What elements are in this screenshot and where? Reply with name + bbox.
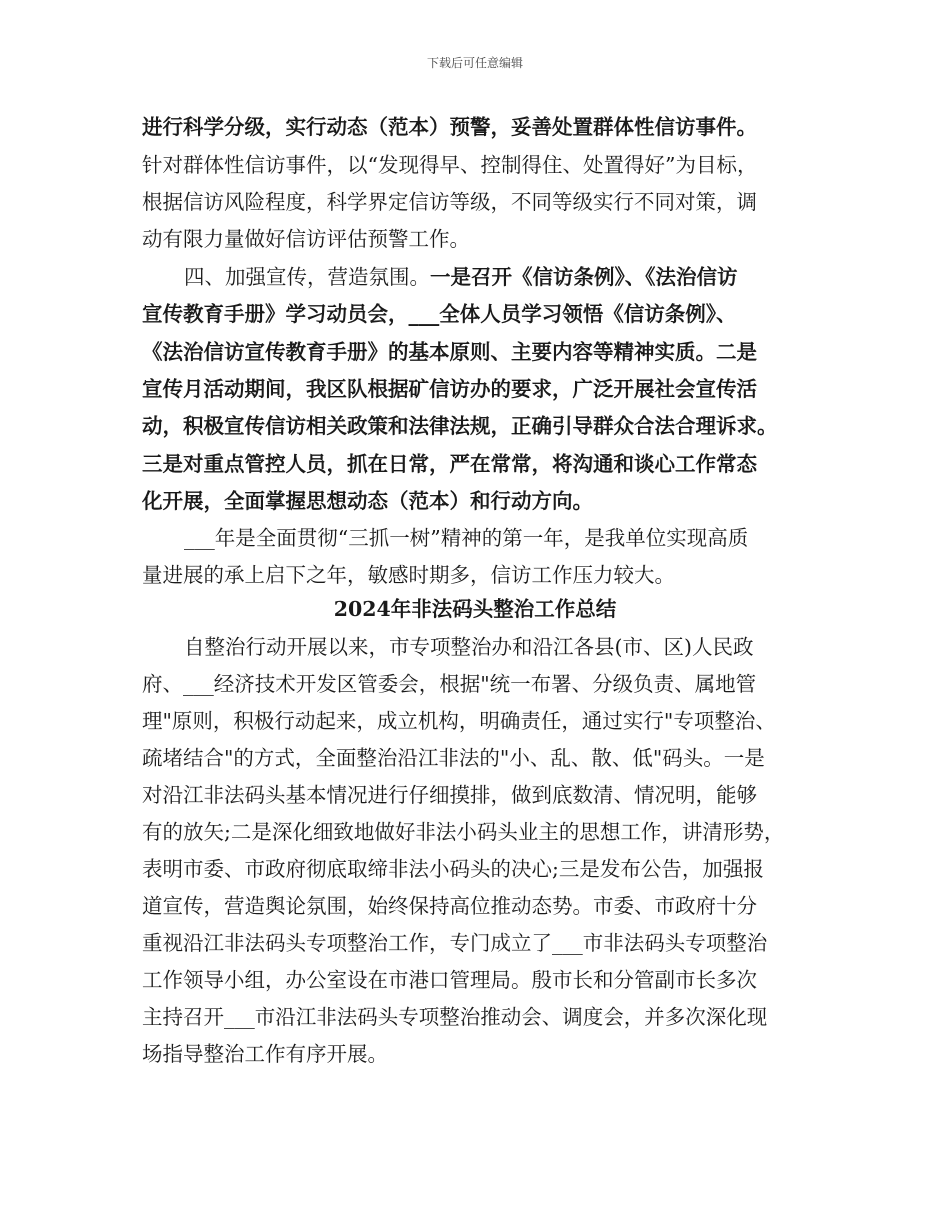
- document-title: 2024年非法码头整治工作总结: [333, 597, 617, 621]
- paragraph-line: 工作领导小组，办公室设在市港口管理局。殷市长和分管副市长多次: [142, 968, 757, 992]
- paragraph-line: 根据信访风险程度，科学界定信访等级，不同等级实行不同对策，调: [142, 190, 757, 214]
- paragraph-line: 三是对重点管控人员，抓在日常，严在常常，将沟通和谈心工作常态: [142, 452, 757, 476]
- paragraph-line: 化开展，全面掌握思想动态（范本）和行动方向。: [142, 489, 593, 513]
- paragraph-line: 针对群体性信访事件，以“发现得早、控制得住、处置得好”为目标，: [142, 153, 758, 177]
- paragraph-line: 宣传教育手册》学习动员会，___全体人员学习领悟《信访条例》、: [142, 302, 737, 326]
- paragraph-line: 进行科学分级，实行动态（范本）预警，妥善处置群体性信访事件。: [142, 115, 757, 139]
- paragraph-line: 主持召开___市沿江非法码头专项整治推动会、调度会，并多次深化现: [142, 1005, 768, 1029]
- paragraph-line: 动有限力量做好信访评估预警工作。: [142, 227, 470, 251]
- paragraph-line: 《法治信访宣传教育手册》的基本原则、主要内容等精神实质。二是: [142, 340, 757, 364]
- paragraph-line: ___年是全面贯彻“三抓一树”精神的第一年，是我单位实现高质: [184, 526, 749, 550]
- paragraph-line: 疏堵结合"的方式，全面整治沿江非法的"小、乱、散、低"码头。一是: [142, 746, 765, 770]
- paragraph-line: [184, 262, 738, 292]
- paragraph-line: 道宣传，营造舆论氛围，始终保持高位推动态势。市委、市政府十分: [142, 894, 757, 918]
- paragraph-line: 表明市委、市政府彻底取缔非法小码头的决心;三是发布公告，加强报: [142, 857, 764, 881]
- paragraph-line: 重视沿江非法码头专项整治工作，专门成立了___市非法码头专项整治: [142, 931, 768, 955]
- paragraph-line: 对沿江非法码头基本情况进行仔细摸排，做到底数清、情况明，能够: [142, 783, 757, 807]
- page-header: 下载后可任意编辑: [426, 56, 523, 70]
- paragraph-line: 宣传月活动期间，我区队根据矿信访办的要求，广泛开展社会宣传活: [142, 377, 757, 401]
- paragraph-line: 理"原则，积极行动起来，成立机构，明确责任，通过实行"专项整治、: [142, 709, 776, 733]
- bold-text: 一是召开《信访条例》、《法治信访: [430, 265, 738, 289]
- section-heading: 四、加强宣传，营造氛围。: [184, 265, 430, 289]
- paragraph-line: 动，积极宣传信访相关政策和法律法规，正确引导群众合法合理诉求。: [142, 414, 778, 438]
- paragraph-line: 量进展的承上启下之年，敏感时期多，信访工作压力较大。: [142, 563, 675, 587]
- paragraph-line: 有的放矢;二是深化细致地做好非法小码头业主的思想工作，讲清形势，: [142, 820, 785, 844]
- paragraph-line: 自整治行动开展以来，市专项整治办和沿江各县(市、区)人民政: [184, 635, 754, 659]
- paragraph-line: 府、___经济技术开发区管委会，根据"统一布署、分级负责、属地管: [142, 672, 757, 696]
- paragraph-line: 场指导整治工作有序开展。: [142, 1042, 388, 1066]
